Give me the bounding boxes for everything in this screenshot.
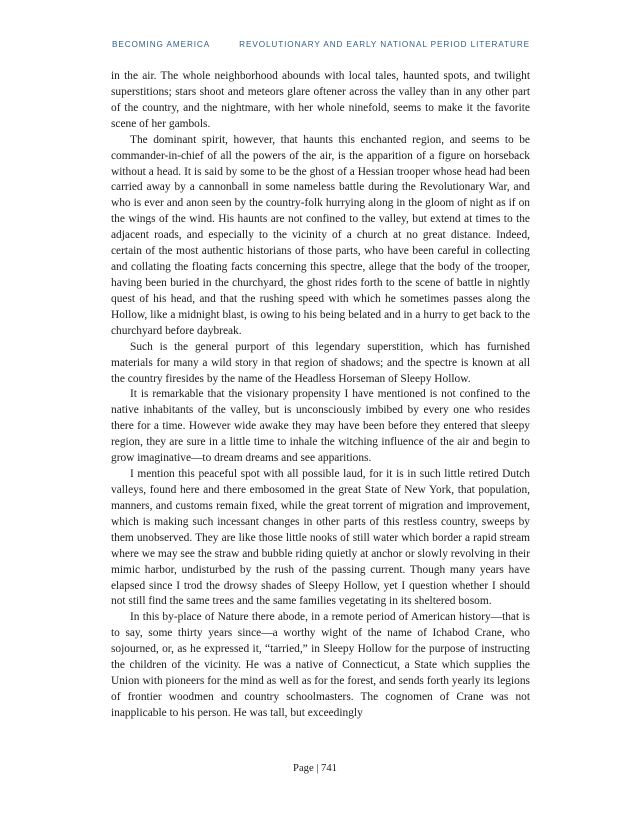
paragraph: I mention this peaceful spot with all possible laud, for it is in such little retired Dutch valleys, found here and there embosomed in the great State of New York, that population, manners, and customs remain fixed, while the great torrent of migration and improvement, which is making such incessant changes in other parts of this restless country, sweeps by them unobserved. They are like those little nooks of still water which border a rapid stream where we may see the straw and bubble riding quietly at anchor or slowly revolving in their mimic harbor, undisturbed by the rush of the passing current. Though many years have elapsed since I trod the drowsy shades of Sleepy Hollow, yet I question whether I should not still find the same trees and the same families vegetating in its sheltered bosom. <box>111 468 530 608</box>
header-book-title: BECOMING AMERICA <box>112 40 211 49</box>
page-number: Page | 741 <box>293 763 337 774</box>
running-header <box>112 40 530 49</box>
paragraph: Such is the general purport of this legendary superstition, which has furnished materials for many a wild story in that region of shadows; and the spectre is known at all the country firesides by the name of the Headless Horseman of Sleepy Hollow. <box>111 340 530 385</box>
body-text <box>111 69 530 722</box>
paragraph: It is remarkable that the visionary propensity I have mentioned is not confined to the native inhabitants of the valley, but is unconsciously imbibed by every one who resides there for a time. However wide awake they may have been before they entered that sleepy region, they are sure in a little time to inhale the witching influence of the air and begin to grow imaginative—to dream dreams and see apparitions. <box>111 388 530 465</box>
paragraph: The dominant spirit, however, that haunts this enchanted region, and seems to be commander-in-chief of all the powers of the air, is the apparition of a figure on horseback without a head. It is said by some to be the ghost of a Hessian trooper whose head had been carried away by a cannonball in some nameless battle during the Revolutionary War, and who is ever and anon seen by the country-folk hurrying along in the gloom of night as if on the wings of the wind. His haunts are not confined to the valley, but extend at times to the adjacent roads, and especially to the vicinity of a church at no great distance. Indeed, certain of the most authentic historians of those parts, who have been careful in collecting and collating the floating facts concerning this spectre, allege that the body of the trooper, having been buried in the churchyard, the ghost rides forth to the scene of battle in nightly quest of his head, and that the rushing speed with which he sometimes passes along the Hollow, like a midnight blast, is owing to his being belated and in a hurry to get back to the churchyard before daybreak. <box>111 133 530 337</box>
paragraph: In this by-place of Nature there abode, in a remote period of American history—that is to say, some thirty years since—a worthy wight of the name of Ichabod Crane, who sojourned, or, as he expressed it, “tarried,” in Sleepy Hollow for the purpose of instructing the children of the vicinity. He was a native of Connecticut, a State which supplies the Union with pioneers for the mind as well as for the forest, and sends forth yearly its legions of frontier woodmen and country schoolmasters. The cognomen of Crane was not inapplicable to his person. He was tall, but exceedingly <box>111 611 530 719</box>
paragraph-continued: in the air. The whole neighborhood abounds with local tales, haunted spots, and twilight superstitions; stars shoot and meteors glare oftener across the valley than in any other part of the country, and the nightmare, with her whole ninefold, seems to make it the favorite scene of her gambols. <box>111 70 530 130</box>
header-section-title: REVOLUTIONARY AND EARLY NATIONAL PERIOD LITERATURE <box>239 40 530 49</box>
